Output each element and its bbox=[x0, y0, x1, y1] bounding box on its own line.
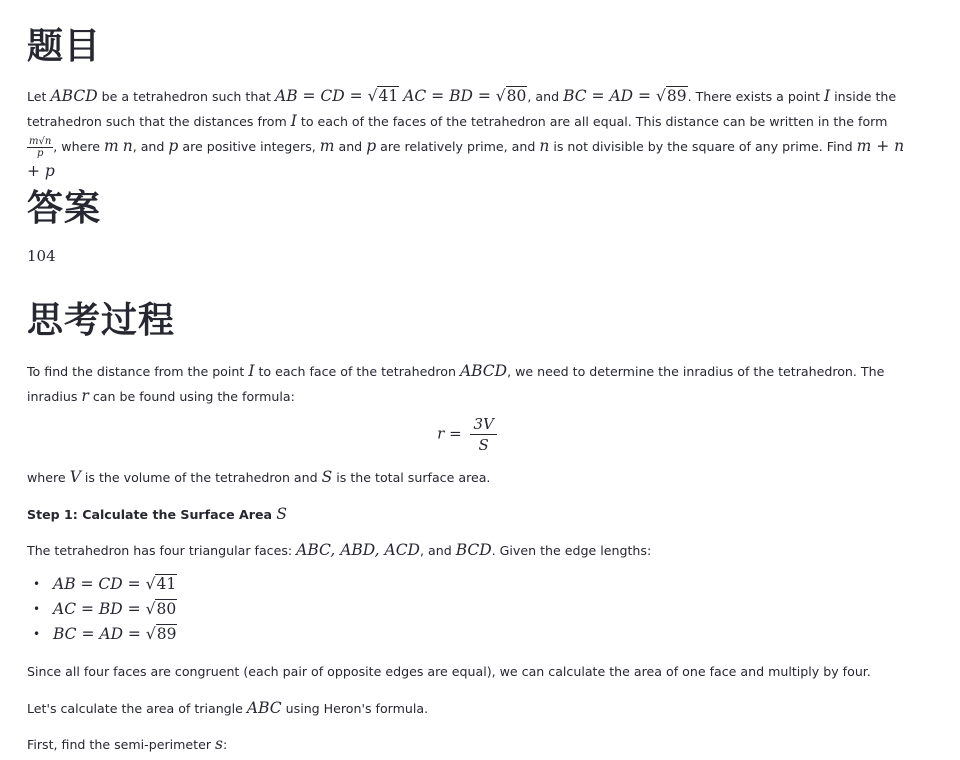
inradius-intro: To find the distance from the point I to each face of the tetrahedron ABCD, we need to determine the inradius of the tetrahedron. The inradius r can be found using the formula: bbox=[27, 362, 885, 405]
fraction-expression: $\frac{m√n}{p}$ bbox=[29, 136, 52, 159]
step1-heading: Step 1: Calculate the Surface Area S bbox=[27, 505, 287, 523]
answer-heading: 答案 bbox=[27, 188, 102, 229]
list-item: • AB = CD = √41 bbox=[27, 572, 177, 597]
semi-perimeter-paragraph: First, find the semi-perimeter s: bbox=[27, 735, 228, 753]
edge-lengths-list bbox=[27, 572, 177, 647]
answer-value: 104 bbox=[27, 247, 56, 265]
problem-heading: 题目 bbox=[27, 26, 102, 67]
congruent-faces-paragraph: Since all four faces are congruent (each pair of opposite edges are equal), we can calculate the area of one face and multiply by four. bbox=[27, 664, 871, 679]
list-item: • AC = BD = √80 bbox=[27, 597, 177, 622]
list-item: • BC = AD = √89 bbox=[27, 622, 177, 647]
problem-statement: Let ABCD be a tetrahedron such that AB = CD = √41 AC = BD = √80, and BC = AD = √89. There exists a point I inside the tetrahedron such that the distances from I to each of the faces of the tetrahedron are all equal. This distance can be written in the form $\frac{m√n}{p}$ , where m n, and p are positive integers, m and p are relatively prime, and n is not divisible by the square of any prime. Find m + n + p bbox=[27, 87, 905, 180]
inradius-formula: r = $\frac{3V}{S}$ bbox=[0, 414, 934, 455]
faces-paragraph: The tetrahedron has four triangular faces: ABC, ABD, ACD, and BCD. Given the edge lengths: bbox=[27, 541, 652, 559]
thinking-heading: 思考过程 bbox=[27, 300, 176, 341]
formula-explanation: where V is the volume of the tetrahedron and S is the total surface area. bbox=[27, 468, 491, 486]
heron-paragraph: Let's calculate the area of triangle ABC using Heron's formula. bbox=[27, 699, 429, 717]
